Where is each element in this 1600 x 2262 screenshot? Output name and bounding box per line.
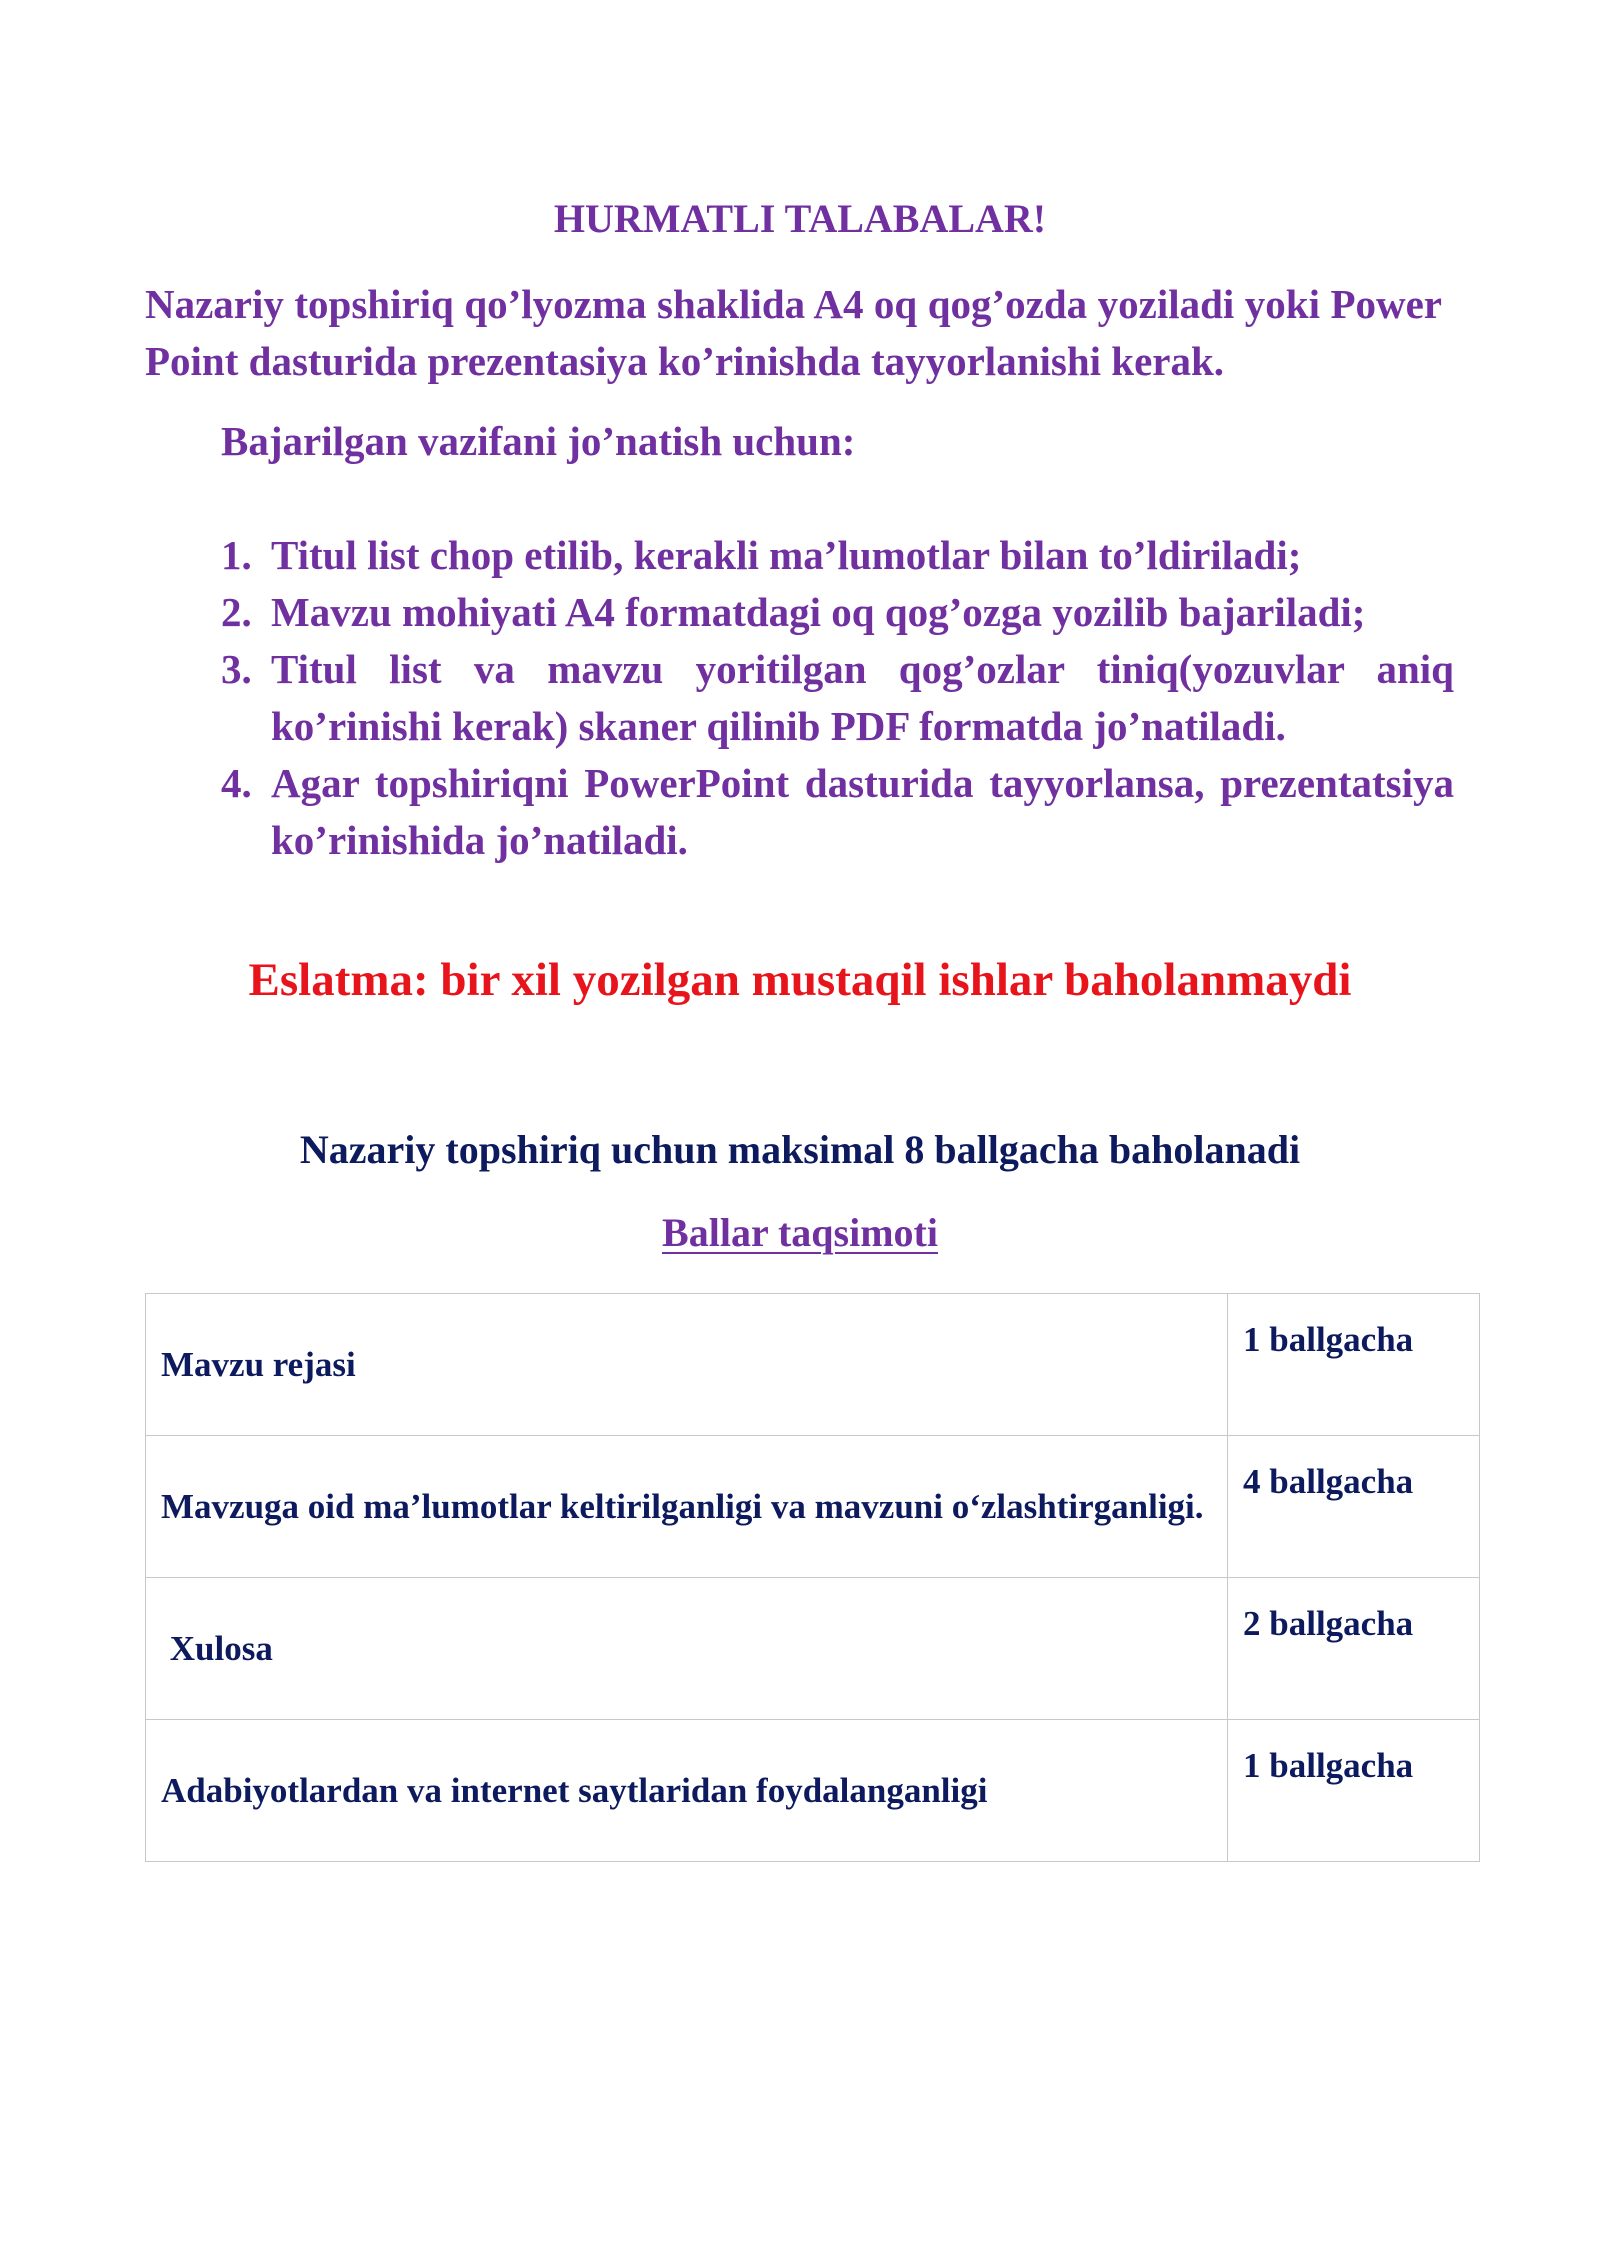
warning-note: Eslatma: bir xil yozilgan mustaqil ishlar baholanmaydi <box>248 954 1352 1006</box>
points-cell: 4 ballgacha <box>1228 1436 1480 1578</box>
table-row <box>146 1720 1480 1862</box>
list-item <box>221 527 1454 584</box>
max-score-text: Nazariy topshiriq uchun maksimal 8 ballgacha baholanadi <box>299 1127 1301 1172</box>
submit-heading: Bajarilgan vazifani jo’natish uchun: <box>221 418 856 464</box>
criterion-cell: Mavzu rejasi <box>146 1294 1228 1436</box>
submission-steps-list <box>221 527 1454 869</box>
distribution-title-text: Ballar taqsimoti <box>662 1210 938 1255</box>
list-item-text: Titul list va mavzu yoritilgan qog’ozlar tiniq(yozuvlar aniq ko’rinishi kerak) skaner qilinib PDF formatda jo’natiladi. <box>271 646 1454 749</box>
points-cell: 2 ballgacha <box>1228 1578 1480 1720</box>
intro-paragraph: Nazariy topshiriq qo’lyozma shaklida A4 oq qog’ozda yoziladi yoki Power Point dasturida prezentasiya ko’rinishda tayyorlanishi kerak. <box>145 281 1442 384</box>
criterion-cell: Adabiyotlardan va internet saytlaridan foydalanganligi <box>146 1720 1228 1862</box>
list-item-number: 4. <box>221 760 252 806</box>
score-distribution-table <box>145 1293 1480 1862</box>
table-row <box>146 1294 1480 1436</box>
table-row <box>146 1436 1480 1578</box>
criterion-cell: Mavzuga oid ma’lumotlar keltirilganligi va mavzuni o‘zlashtirganligi. <box>146 1436 1228 1578</box>
list-item-text: Mavzu mohiyati A4 formatdagi oq qog’ozga yozilib bajariladi; <box>271 589 1366 635</box>
list-item-number: 3. <box>221 646 252 692</box>
list-item <box>221 641 1454 755</box>
list-item-number: 2. <box>221 589 252 635</box>
list-item-text: Agar topshiriqni PowerPoint dasturida tayyorlansa, prezentatsiya ko’rinishida jo’natiladi. <box>271 760 1454 863</box>
points-cell: 1 ballgacha <box>1228 1720 1480 1862</box>
criterion-cell: Xulosa <box>146 1578 1228 1720</box>
list-item-text: Titul list chop etilib, kerakli ma’lumotlar bilan to’ldiriladi; <box>271 532 1302 578</box>
page-title: HURMATLI TALABALAR! <box>553 196 1047 241</box>
list-item <box>221 584 1454 641</box>
list-item-number: 1. <box>221 532 252 578</box>
list-item <box>221 755 1454 869</box>
distribution-title <box>0 1205 1600 1261</box>
table-row <box>146 1578 1480 1720</box>
points-cell: 1 ballgacha <box>1228 1294 1480 1436</box>
